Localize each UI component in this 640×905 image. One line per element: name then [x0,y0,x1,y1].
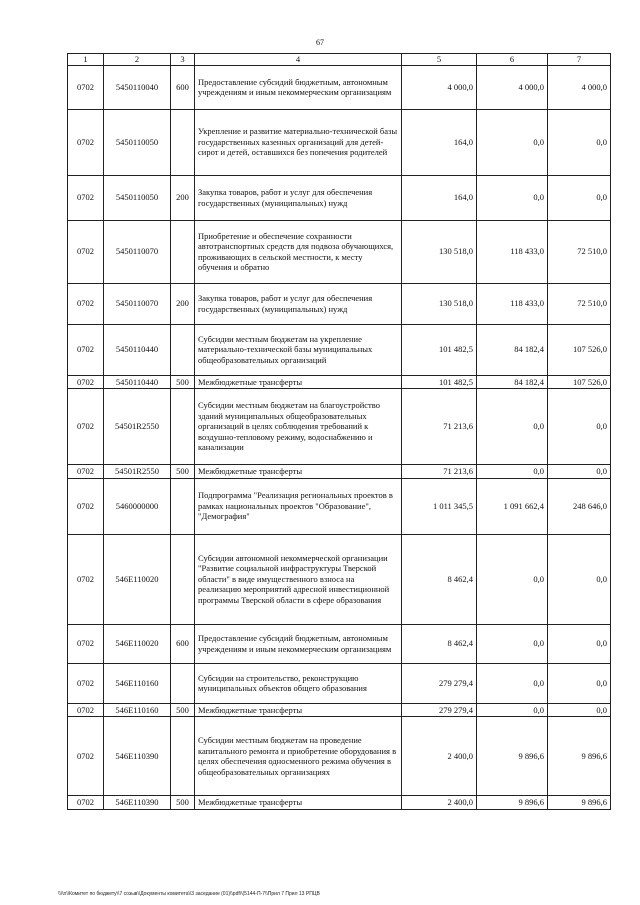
amount-col7-cell: 72 510,0 [548,283,611,324]
table-header-row [68,54,611,66]
table-row [68,465,611,479]
target-code-cell: 546E110160 [104,663,171,703]
expense-type-cell [171,324,195,375]
amount-col5-cell: 8 462,4 [402,624,477,663]
amount-col7-cell: 9 896,6 [548,717,611,796]
table-row [68,534,611,624]
column-header: 7 [548,54,611,66]
expense-type-cell: 500 [171,796,195,810]
amount-col7-cell: 72 510,0 [548,220,611,283]
section-cell: 0702 [68,220,104,283]
section-cell: 0702 [68,663,104,703]
table-row [68,663,611,703]
amount-col7-cell: 0,0 [548,624,611,663]
amount-col7-cell: 0,0 [548,109,611,175]
expense-type-cell: 500 [171,375,195,389]
amount-col7-cell: 107 526,0 [548,375,611,389]
target-code-cell: 54501R2550 [104,389,171,465]
amount-col5-cell: 279 279,4 [402,703,477,717]
expense-type-cell [171,109,195,175]
target-code-cell: 546E110390 [104,717,171,796]
table-row [68,703,611,717]
section-cell: 0702 [68,796,104,810]
amount-col6-cell: 9 896,6 [477,796,548,810]
item-name-cell: Субсидии на строительство, реконструкцию муниципальных объектов общего образования [195,663,402,703]
section-cell: 0702 [68,534,104,624]
amount-col7-cell: 4 000,0 [548,65,611,109]
budget-table [67,53,611,810]
column-header: 4 [195,54,402,66]
amount-col6-cell: 0,0 [477,534,548,624]
table-row [68,220,611,283]
target-code-cell: 546E110160 [104,703,171,717]
table-row [68,324,611,375]
amount-col6-cell: 0,0 [477,703,548,717]
item-name-cell: Приобретение и обеспечение сохранности автотранспортных средств для подвоза обучающихся, проживающих в сельской местности, к месту обучения и обратно [195,220,402,283]
amount-col5-cell: 2 400,0 [402,717,477,796]
expense-type-cell: 500 [171,703,195,717]
section-cell: 0702 [68,109,104,175]
expense-type-cell: 600 [171,65,195,109]
expense-type-cell [171,717,195,796]
expense-type-cell: 500 [171,465,195,479]
amount-col5-cell: 4 000,0 [402,65,477,109]
item-name-cell: Межбюджетные трансферты [195,465,402,479]
file-path-footer: \\\\n\\Комитет по бюджету\\7 созыв\\Документы комитета\\3 заседание (01)\\pdf\\(5144-П-7\\Прил 7 Прил 13 РПЦВ [58,891,320,897]
item-name-cell: Предоставление субсидий бюджетным, автономным учреждениям и иным некоммерческим организациям [195,624,402,663]
page-number: 67 [316,38,324,47]
section-cell: 0702 [68,717,104,796]
table-row [68,175,611,220]
item-name-cell: Межбюджетные трансферты [195,703,402,717]
target-code-cell: 546E110390 [104,796,171,810]
item-name-cell: Субсидии автономной некоммерческой организации "Развитие социальной инфраструктуры Тверской области" в виде имущественного взноса на реализацию мероприятий адресной инвестиционной программы Тверской области в сфере образования [195,534,402,624]
amount-col5-cell: 279 279,4 [402,663,477,703]
target-code-cell: 546E110020 [104,534,171,624]
amount-col6-cell: 4 000,0 [477,65,548,109]
expense-type-cell: 600 [171,624,195,663]
target-code-cell: 5450110440 [104,375,171,389]
item-name-cell: Межбюджетные трансферты [195,375,402,389]
expense-type-cell: 200 [171,175,195,220]
amount-col6-cell: 0,0 [477,175,548,220]
amount-col6-cell: 9 896,6 [477,717,548,796]
amount-col5-cell: 130 518,0 [402,283,477,324]
item-name-cell: Субсидии местным бюджетам на проведение капитального ремонта и приобретение оборудования в целях обеспечения односменного режима обучения в общеобразовательных организациях [195,717,402,796]
section-cell: 0702 [68,703,104,717]
amount-col7-cell: 0,0 [548,465,611,479]
table-row [68,796,611,810]
table-row [68,717,611,796]
target-code-cell: 5450110050 [104,109,171,175]
amount-col6-cell: 0,0 [477,624,548,663]
amount-col6-cell: 0,0 [477,465,548,479]
section-cell: 0702 [68,65,104,109]
amount-col6-cell: 118 433,0 [477,220,548,283]
target-code-cell: 5450110040 [104,65,171,109]
table-row [68,283,611,324]
section-cell: 0702 [68,465,104,479]
expense-type-cell: 200 [171,283,195,324]
item-name-cell: Предоставление субсидий бюджетным, автономным учреждениям и иным некоммерческим организациям [195,65,402,109]
section-cell: 0702 [68,175,104,220]
amount-col5-cell: 164,0 [402,109,477,175]
amount-col6-cell: 1 091 662,4 [477,478,548,534]
item-name-cell: Межбюджетные трансферты [195,796,402,810]
amount-col7-cell: 0,0 [548,175,611,220]
item-name-cell: Субсидии местным бюджетам на благоустройство зданий муниципальных общеобразовательных организаций в целях соблюдения требований к воздушно-тепловому режиму, водоснабжению и канализации [195,389,402,465]
table-row [68,389,611,465]
amount-col7-cell: 248 646,0 [548,478,611,534]
amount-col6-cell: 84 182,4 [477,324,548,375]
amount-col5-cell: 8 462,4 [402,534,477,624]
expense-type-cell [171,478,195,534]
table-row [68,109,611,175]
column-header: 5 [402,54,477,66]
expense-type-cell [171,663,195,703]
column-header: 6 [477,54,548,66]
column-header: 3 [171,54,195,66]
item-name-cell: Подпрограмма "Реализация региональных проектов в рамках национальных проектов "Образование", "Демография" [195,478,402,534]
amount-col7-cell: 0,0 [548,389,611,465]
expense-type-cell [171,534,195,624]
item-name-cell: Субсидии местным бюджетам на укрепление материально-технической базы муниципальных общеобразовательных организаций [195,324,402,375]
amount-col5-cell: 130 518,0 [402,220,477,283]
target-code-cell: 5450110440 [104,324,171,375]
expense-type-cell [171,220,195,283]
amount-col6-cell: 0,0 [477,389,548,465]
section-cell: 0702 [68,389,104,465]
amount-col5-cell: 71 213,6 [402,465,477,479]
target-code-cell: 5450110070 [104,220,171,283]
amount-col6-cell: 84 182,4 [477,375,548,389]
section-cell: 0702 [68,324,104,375]
amount-col5-cell: 101 482,5 [402,324,477,375]
amount-col7-cell: 0,0 [548,663,611,703]
amount-col5-cell: 101 482,5 [402,375,477,389]
section-cell: 0702 [68,283,104,324]
target-code-cell: 5460000000 [104,478,171,534]
item-name-cell: Закупка товаров, работ и услуг для обеспечения государственных (муниципальных) нужд [195,175,402,220]
column-header: 2 [104,54,171,66]
amount-col6-cell: 0,0 [477,663,548,703]
amount-col7-cell: 0,0 [548,703,611,717]
item-name-cell: Закупка товаров, работ и услуг для обеспечения государственных (муниципальных) нужд [195,283,402,324]
amount-col5-cell: 71 213,6 [402,389,477,465]
target-code-cell: 54501R2550 [104,465,171,479]
table-row [68,65,611,109]
amount-col5-cell: 1 011 345,5 [402,478,477,534]
amount-col7-cell: 9 896,6 [548,796,611,810]
section-cell: 0702 [68,478,104,534]
amount-col5-cell: 164,0 [402,175,477,220]
target-code-cell: 5450110070 [104,283,171,324]
section-cell: 0702 [68,624,104,663]
table-row [68,624,611,663]
target-code-cell: 546E110020 [104,624,171,663]
section-cell: 0702 [68,375,104,389]
amount-col7-cell: 0,0 [548,534,611,624]
amount-col6-cell: 0,0 [477,109,548,175]
amount-col6-cell: 118 433,0 [477,283,548,324]
target-code-cell: 5450110050 [104,175,171,220]
table-row [68,478,611,534]
expense-type-cell [171,389,195,465]
table-row [68,375,611,389]
amount-col5-cell: 2 400,0 [402,796,477,810]
column-header: 1 [68,54,104,66]
amount-col7-cell: 107 526,0 [548,324,611,375]
item-name-cell: Укрепление и развитие материально-технической базы государственных казенных организаций для детей-сирот и детей, оставшихся без попечения родителей [195,109,402,175]
